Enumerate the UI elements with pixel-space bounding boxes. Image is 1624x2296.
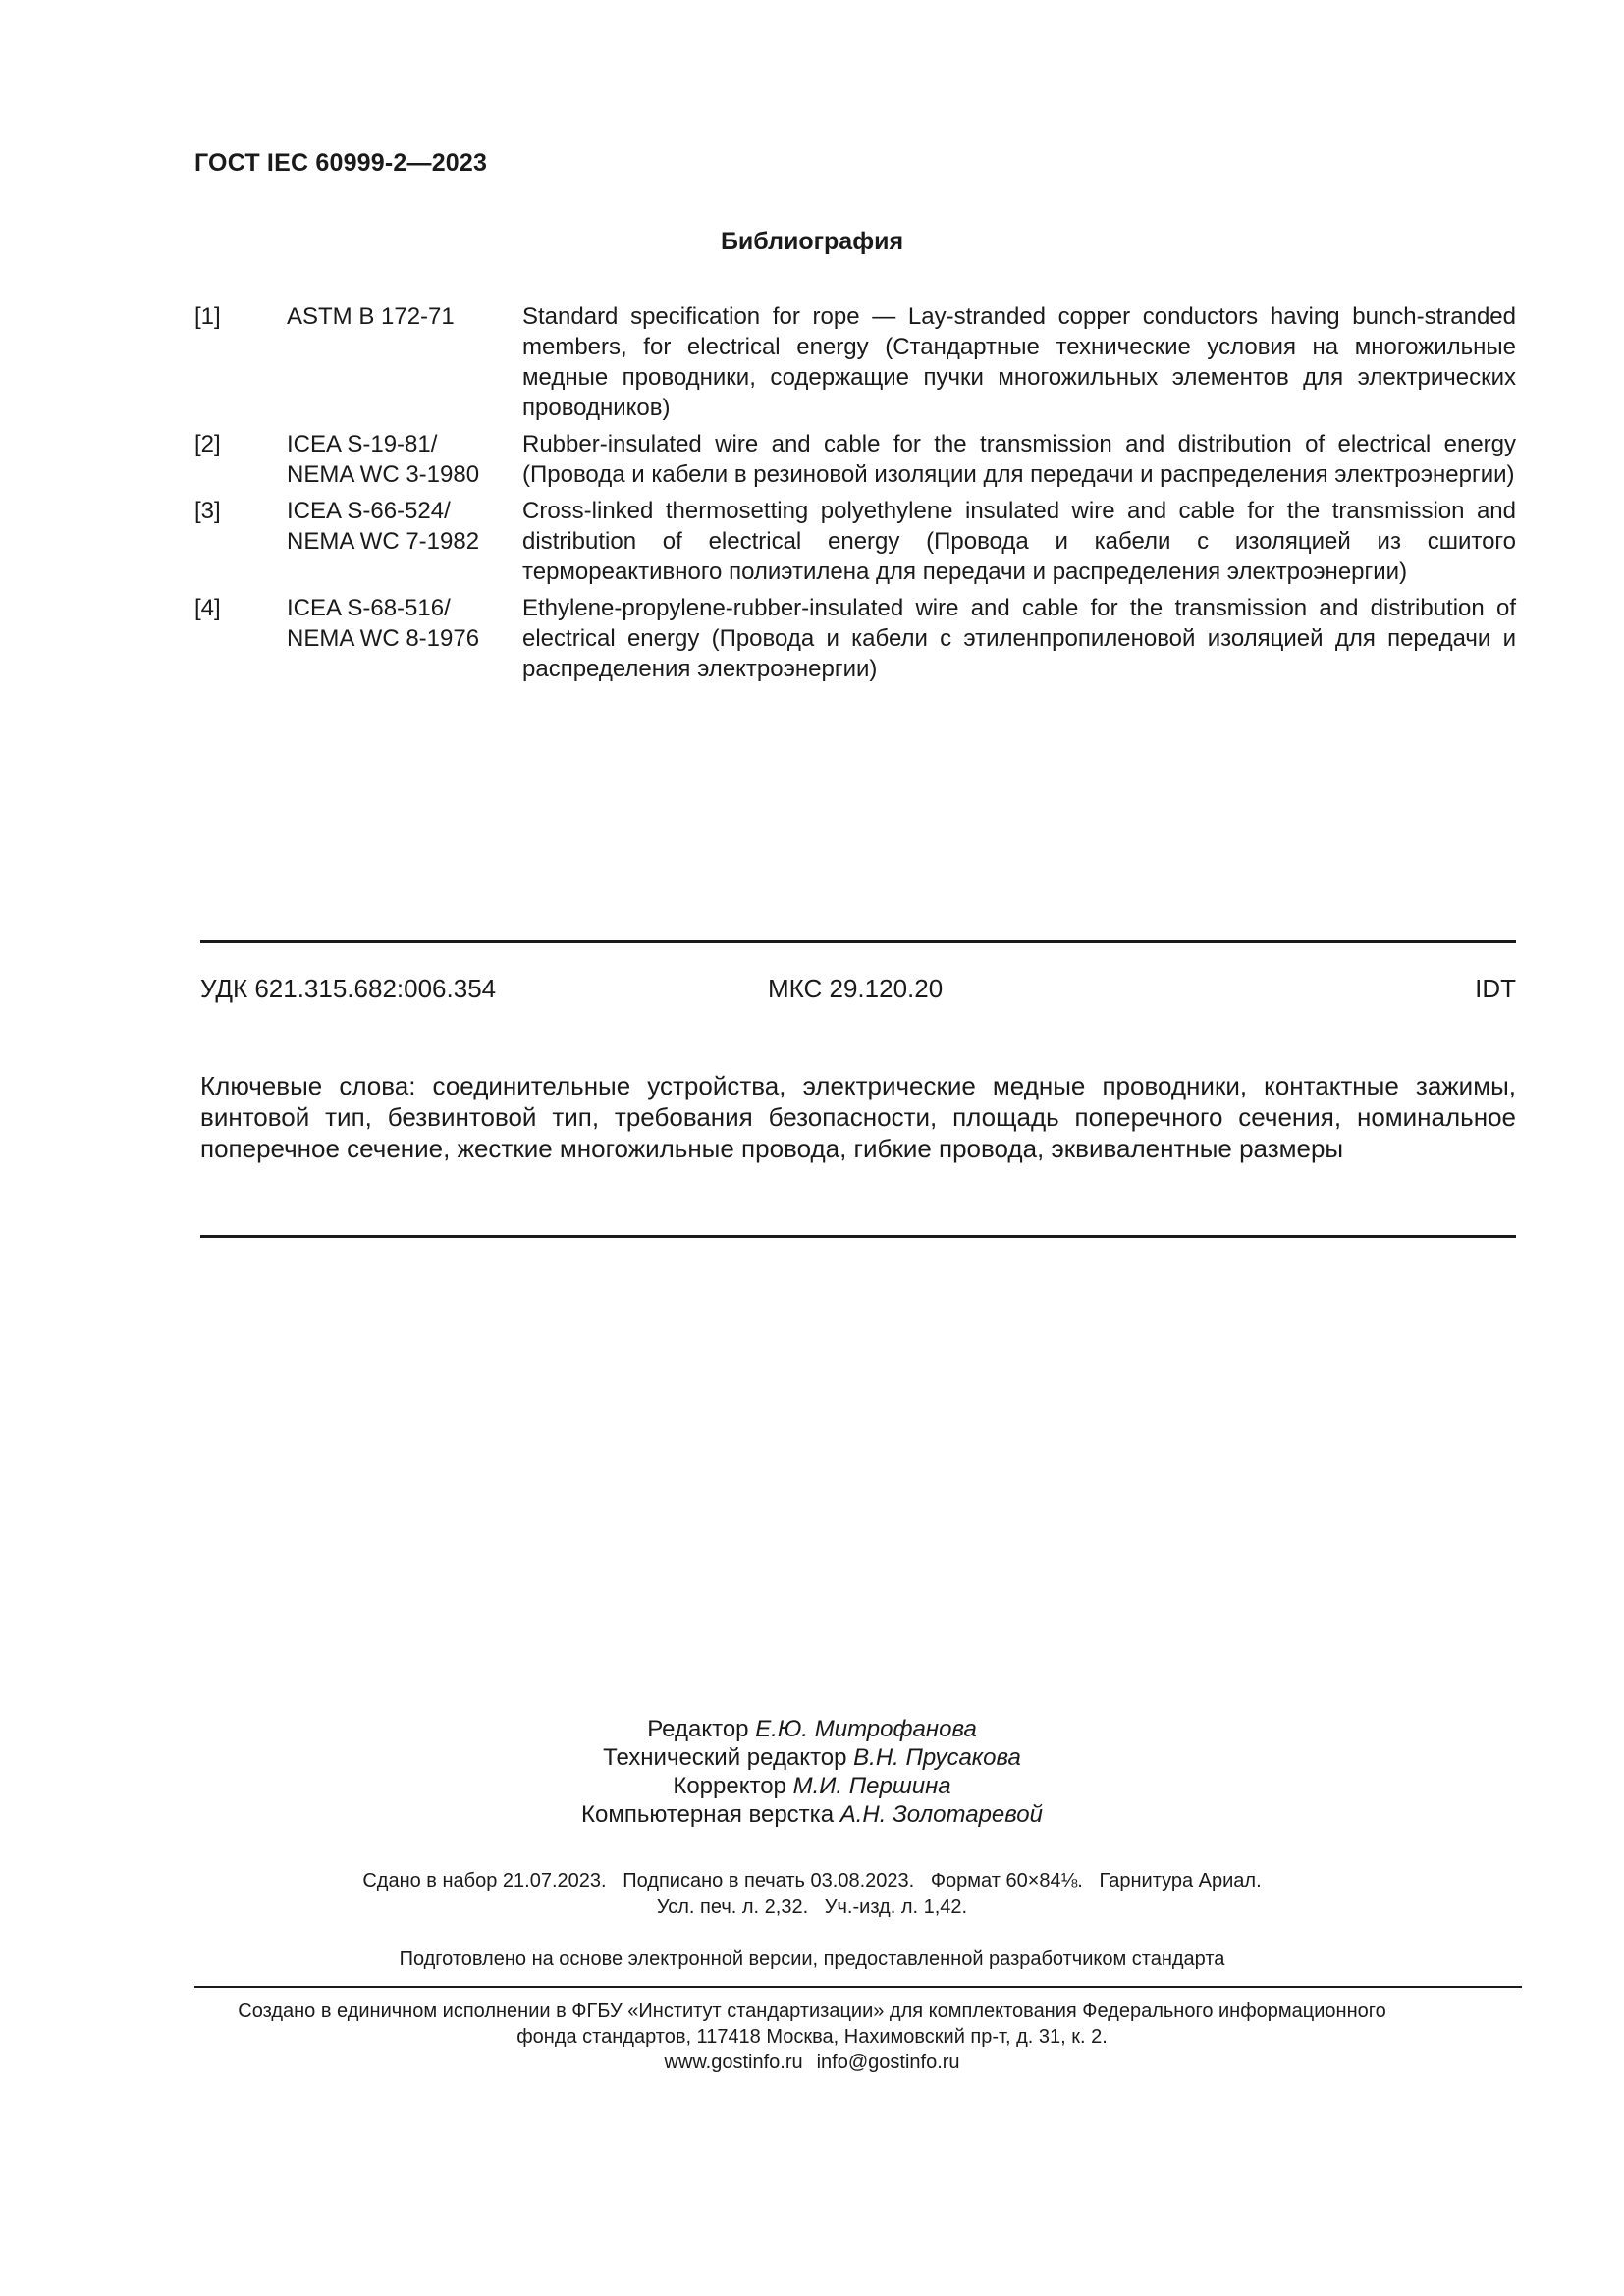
entry-title: Rubber-insulated wire and cable for the transmission and distribution of electrical energy (Провода и кабели в резиновой изоляции для передачи и распределения электроэнергии) xyxy=(522,431,1516,488)
publisher-line: Создано в единичном исполнении в ФГБУ «Институт стандартизации» для комплектования Федерального информационного xyxy=(238,2001,1386,2022)
credit-label: Компьютерная верстка xyxy=(581,1801,835,1828)
credit-label: Технический редактор xyxy=(603,1744,847,1771)
udk-code: УДК 621.315.682:006.354 xyxy=(200,974,497,1003)
entry-title: Ethylene-propylene-rubber-insulated wire and cable for the transmission and distribution of electrical energy (Провода и кабели с этиленпропиленовой изоляцией для передачи и распределения электроэнергии) xyxy=(522,595,1516,682)
bibliography-entry xyxy=(194,496,1516,587)
mks-code: МКС 29.120.20 xyxy=(768,974,944,1003)
credit-corrector xyxy=(0,1772,1624,1800)
entry-standard-code: ASTM B 172-71 xyxy=(287,303,455,330)
credit-name: М.И. Першина xyxy=(792,1773,951,1799)
idt-label: IDT xyxy=(1475,974,1516,1003)
email-link[interactable]: info@gostinfo.ru xyxy=(816,2052,960,2073)
print-info-line: Усл. печ. л. 2,32. Уч.-изд. л. 1,42. xyxy=(656,1896,968,1918)
entry-title: Cross-linked thermosetting polyethylene insulated wire and cable for the transmission and distribution of electrical energy (Провода и кабели с изоляцией из сшитого термореактивного полиэтилена для передачи и распределения электроэнергии) xyxy=(522,498,1516,585)
credits-block xyxy=(0,1715,1624,1829)
entry-title: Standard specification for rope — Lay-stranded copper conductors having bunch-stranded members, for electrical energy (Стандартные технические условия на многожильные медные проводники, содержащие пучки многожильных элементов для электрических проводников) xyxy=(522,303,1516,421)
bibliography-title: Библиография xyxy=(720,228,904,255)
divider xyxy=(200,1235,1516,1238)
entry-standard-code: ICEA S-66-524/ NEMA WC 7-1982 xyxy=(287,498,480,555)
entry-number: [4] xyxy=(194,595,221,621)
bibliography-entry xyxy=(194,593,1516,684)
credit-label: Корректор xyxy=(673,1773,786,1799)
publisher-line: фонда стандартов, 117418 Москва, Нахимовский пр-т, д. 31, к. 2. xyxy=(516,2026,1108,2048)
credit-name: Е.Ю. Митрофанова xyxy=(755,1716,977,1742)
prepared-note: Подготовлено на основе электронной версии, предоставленной разработчиком стандарта xyxy=(399,1949,1225,1970)
bibliography-entry xyxy=(194,429,1516,490)
divider xyxy=(194,1986,1522,1988)
credit-label: Редактор xyxy=(647,1716,749,1742)
publisher-info xyxy=(0,1999,1624,2075)
print-info-line: Сдано в набор 21.07.2023. Подписано в печать 03.08.2023. Формат 60×84⅛. Гарнитура Ариал. xyxy=(362,1870,1262,1892)
publisher-contacts xyxy=(0,2050,1624,2075)
entry-standard-code: ICEA S-19-81/ NEMA WC 3-1980 xyxy=(287,431,480,488)
credit-name: В.Н. Прусакова xyxy=(853,1744,1021,1771)
credit-name: А.Н. Золотаревой xyxy=(839,1801,1043,1828)
entry-number: [1] xyxy=(194,303,221,330)
entry-number: [2] xyxy=(194,431,221,457)
bibliography-entry xyxy=(194,301,1516,423)
classification-row xyxy=(200,974,1516,1004)
credit-tech-editor xyxy=(0,1743,1624,1772)
print-info xyxy=(0,1868,1624,1921)
entry-number: [3] xyxy=(194,498,221,524)
divider xyxy=(200,940,1516,943)
keywords-paragraph: Ключевые слова: соединительные устройства, электрические медные проводники, контактные зажимы, винтовой тип, безвинтовой тип, требования безопасности, площадь поперечного сечения, номинальное поперечное сечение, жесткие многожильные провода, гибкие провода, эквивалентные размеры xyxy=(200,1071,1516,1163)
website-link[interactable]: www.gostinfo.ru xyxy=(664,2052,803,2073)
entry-standard-code: ICEA S-68-516/ NEMA WC 8-1976 xyxy=(287,595,480,652)
credit-editor xyxy=(0,1715,1624,1743)
bibliography-list xyxy=(194,301,1516,690)
credit-layout xyxy=(0,1800,1624,1829)
document-code: ГОСТ IEC 60999-2—2023 xyxy=(194,149,488,177)
